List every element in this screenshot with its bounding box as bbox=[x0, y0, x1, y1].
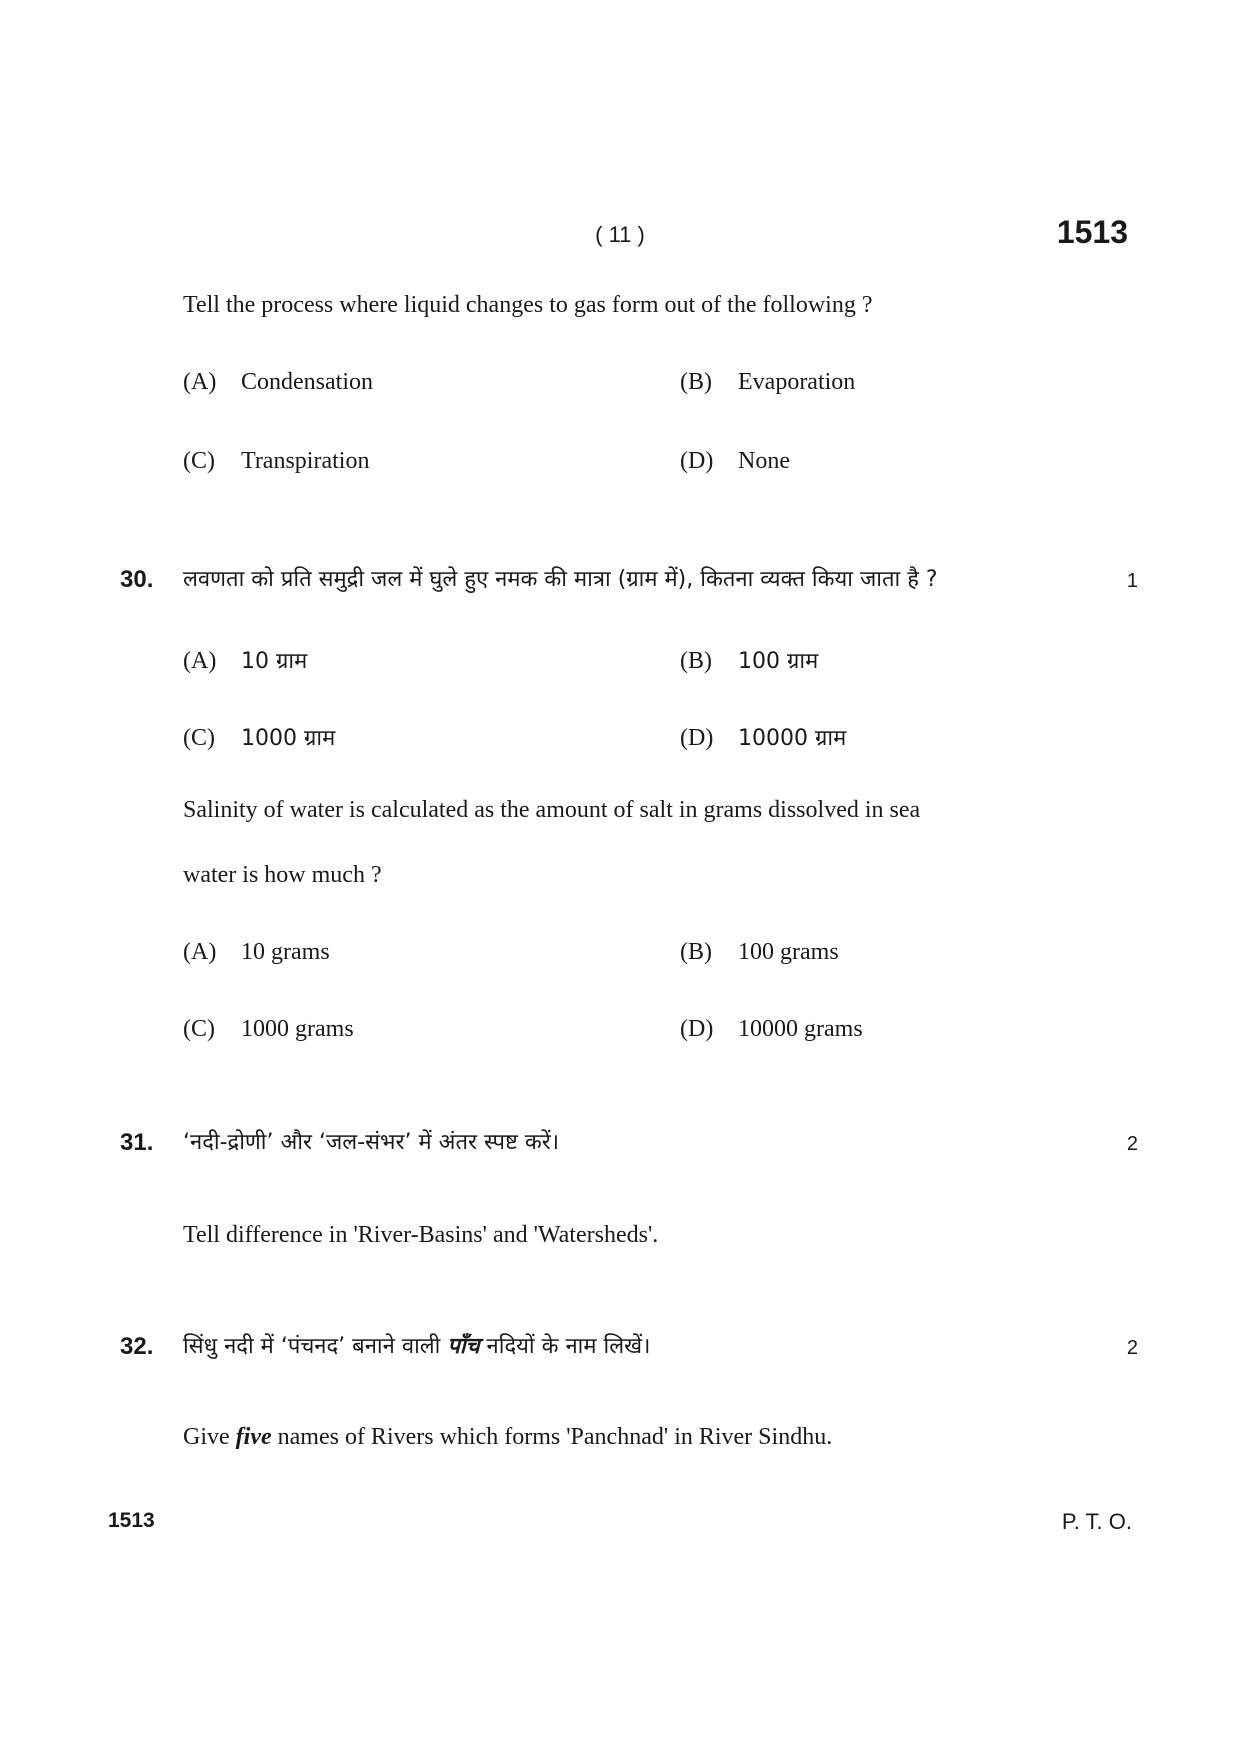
q32-hindi-after: नदियों के नाम लिखें। bbox=[479, 1334, 651, 1359]
q32-hindi-emphasis: पाँच bbox=[447, 1334, 480, 1359]
q30-option-a bbox=[183, 939, 330, 966]
option-text: 1000 ग्राम bbox=[241, 726, 336, 751]
q32-number: 32. bbox=[120, 1333, 154, 1360]
option-text: Condensation bbox=[241, 369, 373, 395]
option-label: (D) bbox=[680, 1016, 714, 1042]
option-label: (A) bbox=[183, 939, 217, 965]
pto-label: P. T. O. bbox=[1061, 1509, 1132, 1534]
q30-hindi-option-b bbox=[680, 645, 818, 675]
paper-code-header: 1513 bbox=[1056, 214, 1128, 250]
q30-hindi-option-a bbox=[183, 645, 307, 675]
q31-number: 31. bbox=[120, 1129, 154, 1156]
option-label: (C) bbox=[183, 1016, 215, 1042]
q29-option-d bbox=[680, 448, 790, 475]
option-text: None bbox=[738, 448, 790, 474]
page-number: ( 11 ) bbox=[595, 222, 645, 247]
option-label: (A) bbox=[183, 648, 217, 674]
q31-marks: 2 bbox=[1126, 1133, 1138, 1155]
option-text: 10 grams bbox=[241, 939, 330, 965]
paper-code-footer: 1513 bbox=[108, 1509, 155, 1532]
option-label: (B) bbox=[680, 648, 712, 674]
q29-option-b bbox=[680, 369, 855, 396]
option-label: (B) bbox=[680, 369, 712, 395]
q30-english-line-1: Salinity of water is calculated as the amount of salt in grams dissolved in sea bbox=[183, 797, 921, 823]
option-label: (D) bbox=[680, 448, 714, 474]
option-text: Transpiration bbox=[241, 448, 370, 474]
q32-hindi-text bbox=[183, 1330, 650, 1364]
q30-option-d bbox=[680, 1016, 863, 1043]
q30-option-c bbox=[183, 1016, 354, 1043]
q30-english-line-2: water is how much ? bbox=[183, 862, 382, 888]
q30-marks: 1 bbox=[1126, 570, 1138, 592]
q32-marks: 2 bbox=[1126, 1337, 1138, 1359]
q32-english-before: Give bbox=[183, 1424, 236, 1450]
q30-hindi-option-c bbox=[183, 722, 335, 752]
option-text: 10000 grams bbox=[738, 1016, 863, 1042]
q29-option-c bbox=[183, 448, 369, 475]
option-label: (A) bbox=[183, 369, 217, 395]
option-text: 10 ग्राम bbox=[241, 649, 308, 674]
option-label: (D) bbox=[680, 725, 714, 751]
q31-english-text: Tell difference in 'River-Basins' and 'Watersheds'. bbox=[183, 1222, 659, 1248]
option-label: (C) bbox=[183, 725, 215, 751]
q32-hindi-before: सिंधु नदी में ‘पंचनद’ बनाने वाली bbox=[183, 1334, 448, 1359]
q30-hindi-text: लवणता को प्रति समुद्री जल में घुले हुए नमक की मात्रा (ग्राम में), कितना व्यक्त किया जाता है ? bbox=[183, 567, 938, 592]
option-text: 10000 ग्राम bbox=[738, 726, 847, 751]
q32-english-text bbox=[183, 1420, 832, 1454]
q30-hindi-option-d bbox=[680, 722, 846, 752]
option-text: 100 grams bbox=[738, 939, 839, 965]
q32-english-after: names of Rivers which forms 'Panchnad' in River Sindhu. bbox=[271, 1424, 833, 1450]
option-text: 100 ग्राम bbox=[738, 649, 819, 674]
q32-english-emphasis: five bbox=[235, 1424, 272, 1450]
q29-option-a bbox=[183, 369, 373, 396]
option-text: Evaporation bbox=[738, 369, 856, 395]
q31-hindi-text: ‘नदी-द्रोणी’ और ‘जल-संभर’ में अंतर स्पष्ट करें। bbox=[183, 1130, 560, 1155]
option-label: (B) bbox=[680, 939, 712, 965]
q30-number: 30. bbox=[120, 566, 154, 593]
option-label: (C) bbox=[183, 448, 215, 474]
option-text: 1000 grams bbox=[241, 1016, 354, 1042]
q30-option-b bbox=[680, 939, 839, 966]
q29-english-text: Tell the process where liquid changes to gas form out of the following ? bbox=[183, 292, 873, 318]
